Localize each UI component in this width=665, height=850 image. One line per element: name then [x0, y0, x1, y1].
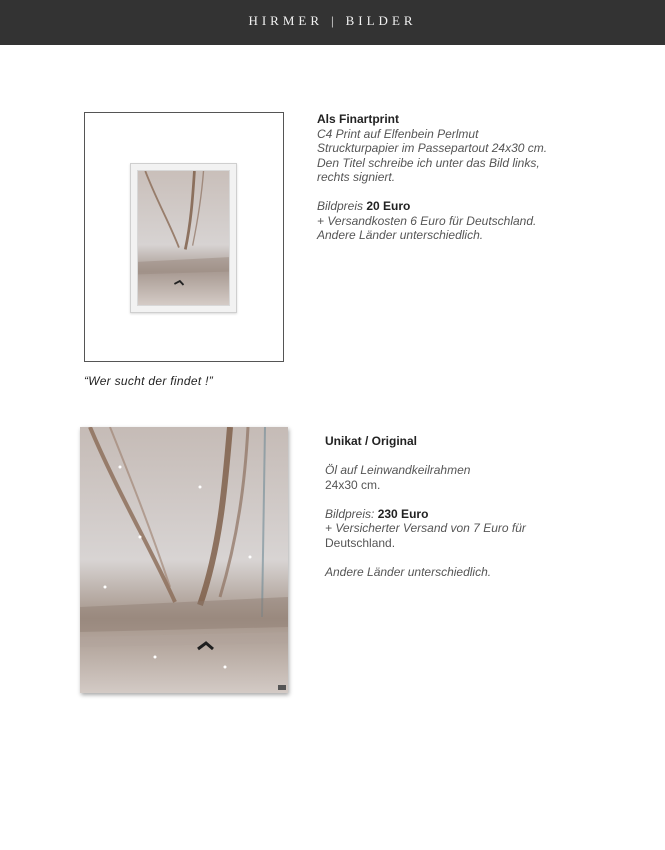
- original-shipping-2: Deutschland.: [325, 535, 396, 550]
- original-price-label: Bildpreis:: [325, 506, 375, 521]
- finartprint-shipping: + Versandkosten 6 Euro für Deutschland.: [317, 213, 537, 228]
- finartprint-title: Als Finartprint: [317, 112, 400, 126]
- original-desc-1: Öl auf Leinwandkeilrahmen: [325, 463, 471, 477]
- finartprint-price: [317, 199, 547, 214]
- finartprint-other: Andere Länder unterschiedlich.: [317, 228, 484, 242]
- brand-left: HIRMER: [248, 13, 323, 28]
- passepartout: [130, 163, 237, 313]
- original-other: Andere Länder unterschiedlich.: [325, 564, 492, 579]
- finartprint-frame[interactable]: [84, 112, 284, 362]
- brand-separator: |: [331, 13, 338, 28]
- finartprint-info: [317, 112, 547, 243]
- original-desc-2: 24x30 cm.: [325, 477, 381, 492]
- original-price-value: 230 Euro: [377, 506, 429, 521]
- finartprint-price-value: 20 Euro: [366, 199, 411, 213]
- finartprint-desc-4: rechts signiert.: [317, 170, 396, 184]
- site-header: [0, 0, 665, 45]
- finartprint-desc-2: Struckturpapier im Passepartout 24x30 cm.: [317, 141, 548, 155]
- brand-logo[interactable]: [0, 13, 665, 29]
- original-info: [325, 434, 526, 579]
- finartprint-desc-3: Den Titel schreibe ich unter das Bild links,: [317, 155, 540, 170]
- brand-right: BILDER: [345, 13, 417, 28]
- finartprint-image: [137, 170, 230, 306]
- original-price: [325, 507, 526, 522]
- original-painting-image[interactable]: [80, 427, 288, 693]
- finartprint-desc-1: C4 Print auf Elfenbein Perlmut: [317, 126, 479, 141]
- artwork-caption: “Wer sucht der findet !”: [84, 374, 214, 388]
- original-title: Unikat / Original: [325, 434, 418, 448]
- original-shipping-1: + Versicherter Versand von 7 Euro für: [325, 521, 526, 535]
- finartprint-price-label: Bildpreis: [317, 199, 364, 213]
